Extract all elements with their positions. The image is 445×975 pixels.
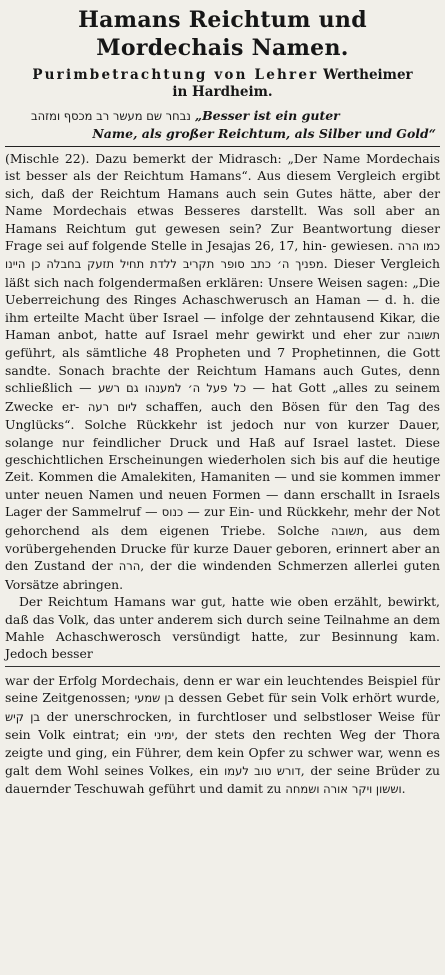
text-line: (Mischle 22). Dazu bemerkt der Midrasch: „Der Name <box>5 151 361 166</box>
hebrew-hara: הרה <box>118 559 141 574</box>
epigraph-german-1: „Besser ist ein guter <box>194 108 340 123</box>
text-run: — zur Ein- und Rückkehr, mehr der Not gehorchend als dem eigenen Triebe. Solche <box>5 504 440 538</box>
hebrew-kenos: כנוס <box>161 505 184 520</box>
text-run: Der Reichtum Hamans war gut, hatte wie oben erzählt, bewirkt, daß das Volk, das unter anderem sich durch seine Teilnahme an dem Mahle Achaschwerosch versündigt hatte, zur Besinnung kam. Jedoch besser <box>5 594 440 662</box>
paragraph-3 <box>5 672 440 799</box>
text-line: gewiesen. <box>330 238 394 254</box>
title-line-1: Hamans Reichtum und <box>78 7 367 33</box>
text-run: . <box>401 781 406 797</box>
paragraph-2 <box>5 593 440 663</box>
hebrew-teschuwah: תשובה <box>406 328 440 343</box>
text-run: , der seine Brüder zu dauernder Teschuwah geführt und damit zu <box>5 762 440 797</box>
divider-rule <box>5 146 440 147</box>
hebrew-inline-2a: כתב סופר <box>220 257 271 272</box>
hebrew-ben-schimi: בן שמעי <box>134 691 175 706</box>
text-run: geführt, als sämtliche 48 Propheten und 7 Prophetinnen, die Gott sandte. Sonach brachte der Reichtum Hamans auch Gutes, denn schließlich — <box>5 345 440 396</box>
subtitle-spaced: Purimbetrachtung von Lehrer <box>32 67 319 83</box>
text-run: der unerschrocken, in furchtloser und selbstloser Weise für sein Volk eintrat; ein <box>5 708 440 742</box>
text-run: , der die windenden Schmerzen allerlei guten Vorsätze abringen. <box>5 558 440 592</box>
title-line-2: Mordechais Namen. <box>96 35 349 61</box>
subtitle-author: Wertheimer <box>323 67 413 83</box>
epigraph-hebrew: נבחר שם מעשר רב מכסף ומזהב <box>31 109 191 123</box>
text-run: dessen Gebet für sein Volk erhört wurde, <box>178 690 440 706</box>
hebrew-yemini: ימיני <box>154 728 175 742</box>
hebrew-ben-kisch: בן קיש <box>5 709 40 724</box>
epigraph-german-2: Name, als großer Reichtum, als Silber und Gold“ <box>92 126 436 141</box>
hebrew-inline-1: כמו הרה תקריב ללדת תחיל תזעק בחבלה כן היינו <box>5 239 440 272</box>
text-line: Reichtum gut gewesen sein? Zur Beantwortung dieser <box>65 220 440 236</box>
text-run: folgendermaßen erklären: Unsere Weisen sagen: „Die Ueberreichung des Ringes Achaschwerusch an Haman — d. h. die ihm erteilte Macht über Israel — infolge der zehntausend Kikar, die Haman anbot, hatte auf Israel mehr gewirkt und eher zur <box>5 274 440 343</box>
hebrew-verse: כל פעל ה׳ למענהו גם רשע <box>98 381 247 396</box>
text-run: Dieser Vergleich läßt sich nach <box>5 256 440 290</box>
hebrew-sason: וששון ויקר <box>351 782 402 797</box>
hebrew-dorsch: דורש טוב לעמו <box>224 763 301 778</box>
hebrew-teschuwah-2: תשובה <box>331 523 365 538</box>
subtitle-place: in Hardheim. <box>172 84 273 100</box>
column-break-rule <box>5 666 440 667</box>
text-run: — hat Gott „alles zu seinem Zwecke er- <box>5 380 440 414</box>
hebrew-inline-2b: מפניך ה׳ <box>277 257 324 272</box>
paragraph-1: (Mischle 22). Dazu bemerkt der Midrasch: „Der Name Mordechais ist besser als der Reichtum Hamans“. Aus diesem Vergleich ergibt sich, daß der Reichtum Hamans auch sein Gutes hätte, aber der Name Mordechais etwas Besseres darstellt. Was soll aber an Hamans Reichtum gut gewesen sein? Zur Beantwortung dieser Frage sei auf folgende Stelle in Jesajas 26, 17, hin- gewiesen. כמו הרה תקריב ללדת תחיל תזעק בחבלה כן היינו כתב סופר מפניך ה׳. Dieser Vergleich läßt sich nach folgendermaßen erklären: Unsere Weisen sagen: „Die Ueberreichung des Ringes Achaschwerusch an Haman — d. h. die ihm erteilte Macht über Israel — infolge der zehntausend Kikar, die Haman anbot, hatte auf Israel mehr gewirkt und eher zur תשובה geführt, als sämtliche 48 Propheten und 7 Prophetinnen, die Gott sandte. Sonach brachte der Reichtum Hamans auch Gutes, denn schließlich — כל פעל ה׳ למענהו גם רשע — hat Gott „alles zu seinem Zwecke er- ליום רעה schaffen, auch den Bösen für den Tag des Unglücks“. Solche Rückkehr ist jedoch nur von kurzer Dauer, solange nur feindlicher Druck und Haß auf Israel lastet. Diese geschichtlichen Erscheinungen wiederholen sich bis auf die heutige Zeit. Kommen die Amalekiten, Hamaniten — und sie kommen immer unter neuen Namen und neuen Formen — dann erschallt in Israels Lager der Sammelruf — כנוס — zur Ein- und Rückkehr, mehr der Not gehorchend als dem eigenen Triebe. Solche תשובה, aus dem vorübergehenden Drucke für kurze Dauer geboren, erinnert aber an den Zustand der הרה, der die windenden Schmerzen allerlei guten Vorsätze abringen. <box>5 151 440 592</box>
text-run: war der Erfolg Mordechais, denn er war ein leuchtendes Beispiel für seine Zeitgenossen; <box>5 672 440 706</box>
hebrew-leyom: ליום רעה <box>87 399 138 414</box>
text-run: , der stets den rechten Weg der Thora zeigte und ging, ein Führer, dem kein Opfer zu schwer war, wenn es galt dem Wohl seines Volkes, ein <box>5 727 441 778</box>
epigraph-line-1 <box>5 107 440 125</box>
article-body <box>5 150 440 799</box>
text-line: etwas Besseres darstellt. Was soll aber an Hamans <box>5 203 440 236</box>
text-line: Frage sei auf folgende Stelle in Jesajas 26, 17, hin- <box>5 238 327 254</box>
text-run: schaffen, auch den Bösen für den Tag des Unglücks“. Solche Rückkehr ist jedoch nur von kurzer Dauer, solange nur feindlicher Druck und Haß auf Israel lastet. Diese geschichtlichen Erscheinungen wiederholen sich bis auf die heutige Zeit. Kommen die Amalekiten, Hamaniten — und sie kommen immer unter neuen Namen und neuen Formen — dann erschallt in Israels Lager der Sammelruf — <box>5 398 440 520</box>
hebrew-orah: אורה ושמחה <box>285 782 348 797</box>
article-title <box>5 6 440 62</box>
text-line: Mordechais ist besser als der Reichtum Hamans“. Aus <box>5 151 440 184</box>
article-subtitle <box>5 67 440 101</box>
text-line: auch sein Gutes hätte, aber der Name Mordechais <box>5 185 440 219</box>
text-run: , aus dem vorübergehenden Drucke für kurze Dauer geboren, erinnert aber an den Zustand der <box>5 522 440 574</box>
text-line: diesem Vergleich ergibt sich, daß der Reichtum Hamans <box>5 168 440 201</box>
